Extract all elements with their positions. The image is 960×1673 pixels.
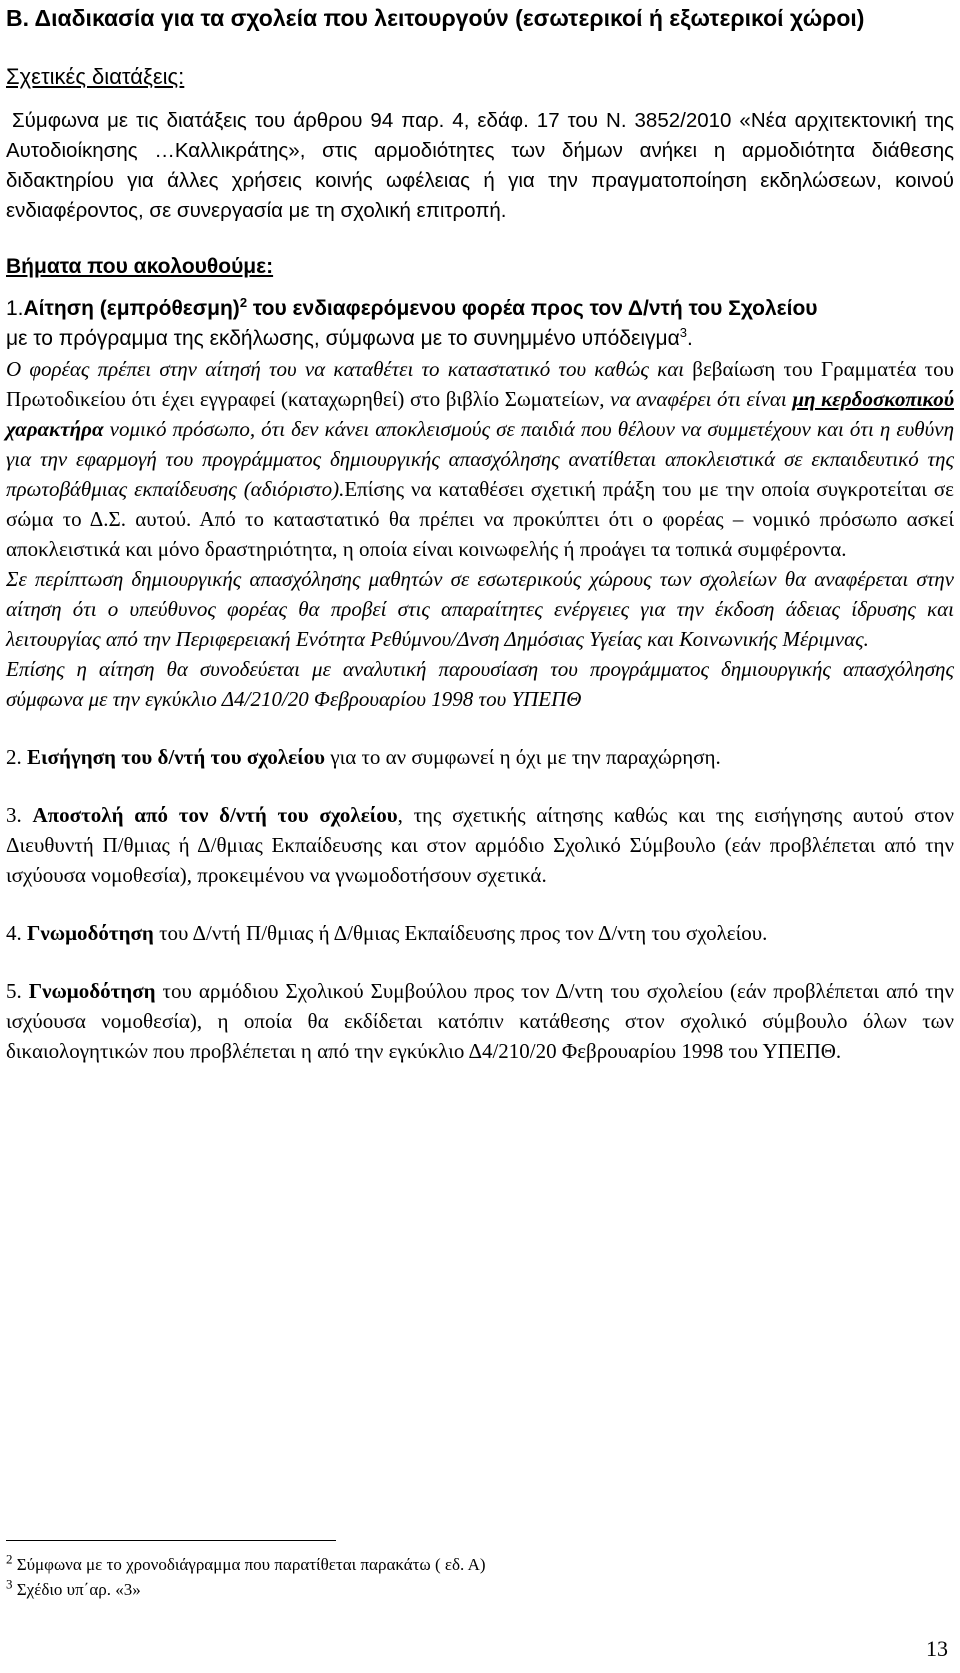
step-4: 4. Γνωμοδότηση του Δ/ντή Π/θμιας ή Δ/θμιας Εκπαίδευσης προς τον Δ/ντη του σχολείου. bbox=[6, 921, 768, 945]
related-provisions-label: Σχετικές διατάξεις: bbox=[6, 64, 185, 89]
footnote-3: $^3$ Σχέδιο υπ΄αρ. «3» bbox=[6, 1576, 141, 1599]
step-1-program-note: Επίσης η αίτηση θα συνοδεύεται με αναλυτική παρουσίαση του προγράμματος δημιουργικής απασχόλησης σύμφωνα με την εγκύκλιο Δ4/210/20 Φεβρουαρίου 1998 του ΥΠΕΠΘ bbox=[6, 657, 954, 711]
step-1-header: 1.Αίτηση $(\varepsilon\mu\pi\rho ό\theta\varepsilon\sigma\mu\eta)^2$ του ενδιαφερόμενου φορέα προς τον Δ/ντή του Σχολείου με το πρόγραμμα της εκδήλωσης, σύμφωνα με το συνημμένο υπόδειγμα$^3$. bbox=[6, 295, 818, 350]
footnote-divider bbox=[6, 1540, 336, 1541]
step-1-indoor-note: Σε περίπτωση δημιουργικής απασχόλησης μαθητών σε εσωτερικούς χώρους των σχολείων θα αναφέρεται στην αίτηση ότι ο υπεύθυνος φορέας θα προβεί στις απαραίτητες ενέργειες για την έκδοση άδειας ίδρυσης και λειτουργίας από την Περιφερειακή Ενότητα Ρεθύμνου/Δνση Δημόσιας Υγείας και Κοινωνικής Μέριμνας. bbox=[6, 567, 954, 651]
step-1-details: Ο φορέας πρέπει στην αίτησή του να καταθέτει το καταστατικό του καθώς και βεβαίωση του Γραμματέα του Πρωτοδικείου ότι έχει εγγραφεί (καταχωρηθεί) στο βιβλίο Σωματείων, να αναφέρει ότι είναι μη κερδοσκοπικού χαρακτήρα νομικό πρόσωπο, ότι δεν κάνει αποκλεισμούς σε παιδιά που θέλουν να συμμετέχουν και ότι η ευθύνη για την εφαρμογή του προγράμματος δημιουργικής απασχόλησης ανατίθεται αποκλειστικά σε εκπαιδευτικό της πρωτοβάθμιας εκπαίδευσης (αδιόριστο).Επίσης να καταθέσει σχετική πράξη του με την οποία συγκροτείται σε σώμα το Δ.Σ. αυτού. Από το καταστατικό θα πρέπει να προκύπτει ότι ο φορέας – νομικό πρόσωπο ασκεί αποκλειστικά και μόνο δραστηριότητα, η οποία είναι κοινωφελής ή προάγει τα τοπικά συμφέροντα. bbox=[6, 357, 954, 561]
footnote-2: $^2$ Σύμφωνα με το χρονοδιάγραμμα που παρατίθεται παρακάτω ( εδ. Α) bbox=[6, 1551, 486, 1574]
step-3: 3. Αποστολή από τον δ/ντή του σχολείου, της σχετικής αίτησης καθώς και της εισήγησης αυτού στον Διευθυντή Π/θμιας ή Δ/θμιας Εκπαίδευσης και στον αρμόδιο Σχολικό Σύμβουλο (εάν προβλέπεται από την ισχύουσα νομοθεσία), προκειμένου να γνωμοδοτήσουν σχετικά. bbox=[6, 803, 955, 887]
document-page bbox=[6, 0, 954, 1066]
page-number: 13 bbox=[926, 1636, 948, 1661]
heading-title: Διαδικασία για τα σχολεία που λειτουργούν (εσωτερικοί ή εξωτερικοί χώροι) bbox=[34, 5, 865, 31]
related-provisions-text: Σύμφωνα με τις διατάξεις του άρθρου 94 παρ. 4, εδάφ. 17 του Ν. 3852/2010 «Νέα αρχιτεκτονική της Αυτοδιοίκησης …Καλλικράτης», στις αρμοδιότητες των δήμων ανήκει η αρμοδιότητα διάθεσης διδακτηρίου για άλλες χρήσεις κοινής ωφέλειας ή για την πραγματοποίηση εκδηλώσεων, κοινού ενδιαφέροντος, σε συνεργασία με τη σχολική επιτροπή. bbox=[6, 109, 954, 222]
step-2: 2. Εισήγηση του δ/ντή του σχολείου για το αν συμφωνεί η όχι με την παραχώρηση. bbox=[6, 745, 721, 769]
steps-label: Βήματα που ακολουθούμε: bbox=[6, 255, 274, 278]
step-5: 5. Γνωμοδότηση του αρμόδιου Σχολικού Συμβούλου προς τον Δ/ντη του σχολείου (εάν προβλέπεται από την ισχύουσα νομοθεσία), η οποία θα εκδίδεται κατόπιν κατάθεσης στον σχολικό σύμβουλο όλων των δικαιολογητικών που προβλέπεται η από την εγκύκλιο Δ4/210/20 Φεβρουαρίου 1998 του ΥΠΕΠΘ. bbox=[6, 979, 954, 1063]
footnotes bbox=[6, 1552, 946, 1602]
section-heading bbox=[6, 2, 954, 34]
heading-letter: Β. bbox=[6, 5, 29, 31]
